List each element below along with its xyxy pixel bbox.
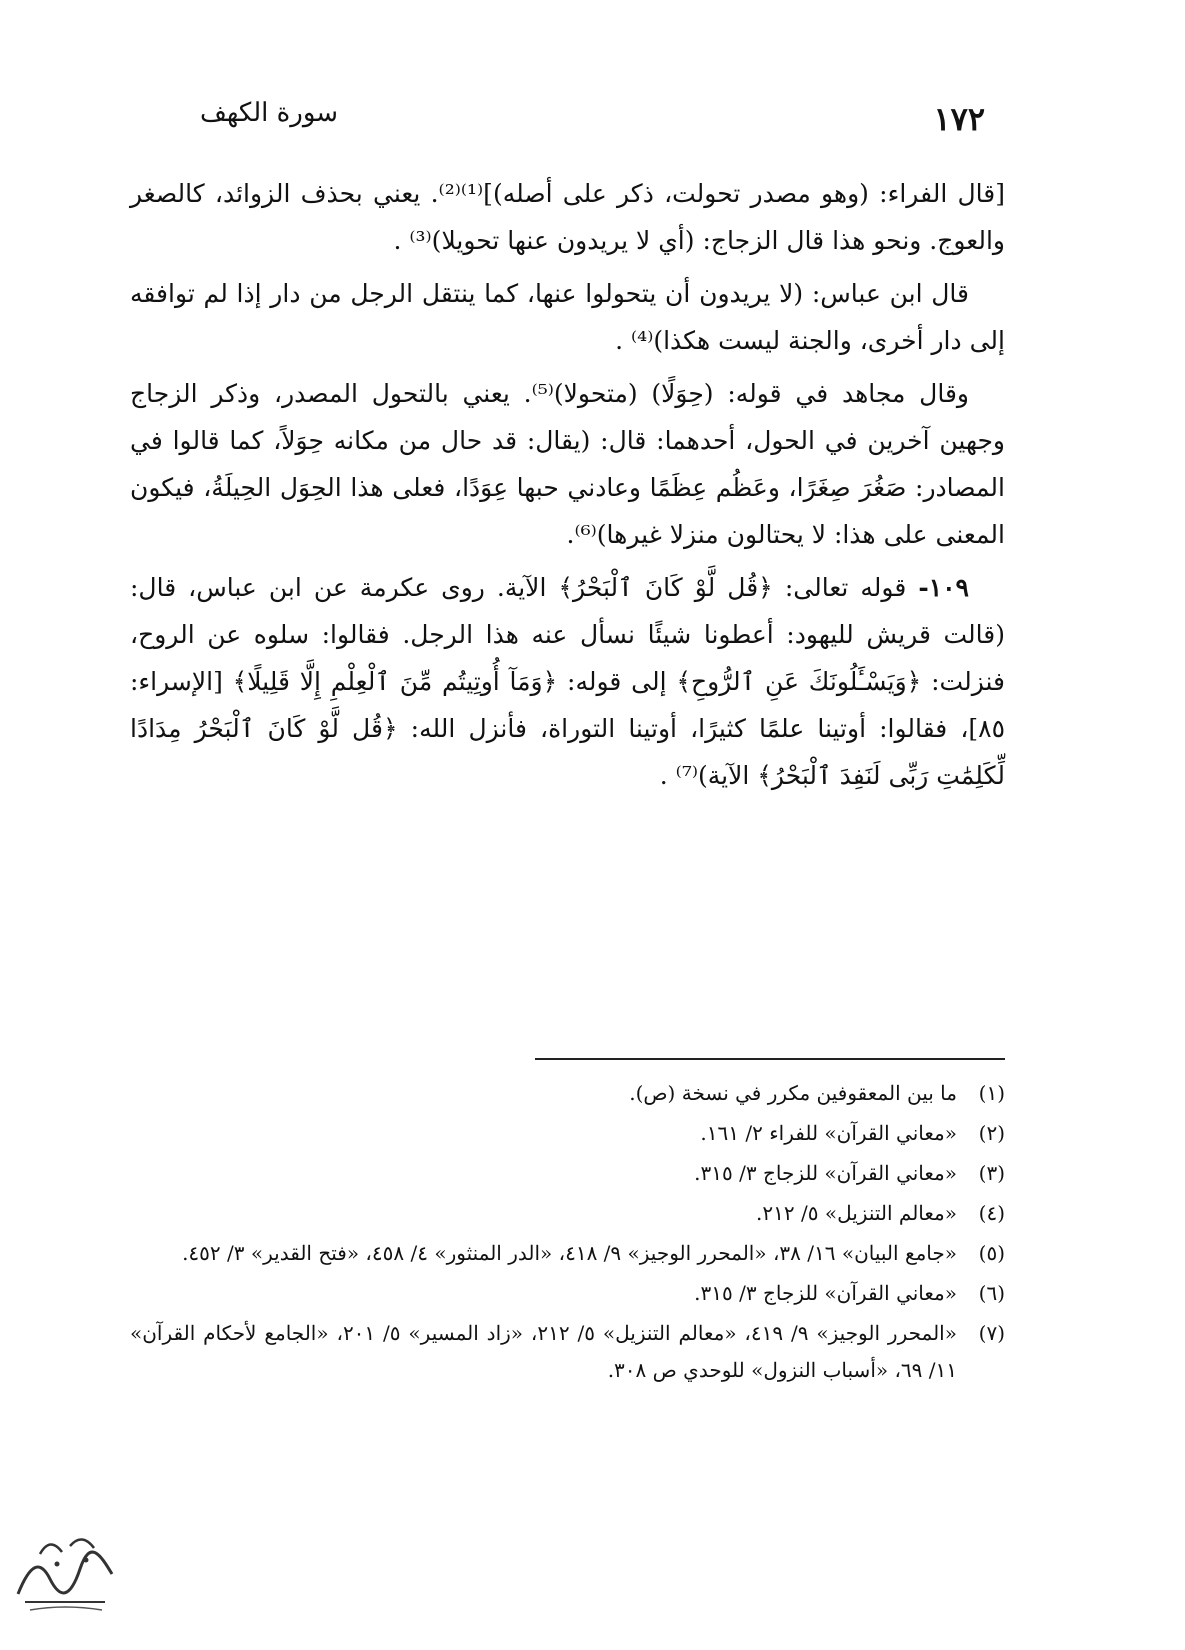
- page-number: ١٧٢: [933, 100, 985, 138]
- footnote-text: «جامع البيان» ١٦/ ٣٨، «المحرر الوجيز» ٩/ ٤١٨، «الدر المنثور» ٤/ ٤٥٨، «فتح القدير» ٣/ ٤٥٢.: [182, 1241, 957, 1265]
- surah-title: سورة الكهف: [200, 98, 339, 128]
- paragraph-1: [قال الفراء: (وهو مصدر تحولت، ذكر على أصله)]⁽¹⁾⁽²⁾. يعني بحذف الزوائد، كالصغر والعوج. ونحو هذا قال الزجاج: (أي لا يريدون عنها تحويلا)⁽³⁾ .: [130, 179, 1005, 255]
- paragraph-4: [130, 564, 1005, 799]
- footnote-text: «المحرر الوجيز» ٩/ ٤١٩، «معالم التنزيل» ٥/ ٢١٢، «زاد المسير» ٥/ ٢٠١، «الجامع لأحكام القرآن» ١١/ ٦٩، «أسباب النزول» للوحدي ص ٣٠٨.: [130, 1321, 957, 1382]
- footnote-number: (٤): [978, 1201, 1005, 1225]
- paragraph-4-text: قوله تعالى: ﴿قُل لَّوْ كَانَ ٱلْبَحْرُ﴾ الآية. روى عكرمة عن ابن عباس، قال: (قالت قريش لليهود: أعطونا شيئًا نسأل عنه هذا الرجل. فقالوا: سلوه عن الروح، فنزلت: ﴿وَيَسْـَٔلُونَكَ عَنِ ٱلرُّوحِ﴾ إلى قوله: ﴿وَمَآ أُوتِيتُم مِّنَ ٱلْعِلْمِ إِلَّا قَلِيلًا﴾ [الإسراء: ٨٥]، فقالوا: أوتينا علمًا كثيرًا، أوتينا التوراة، فأنزل الله: ﴿قُل لَّوْ كَانَ ٱلْبَحْرُ مِدَادًا لِّكَلِمَٰتِ رَبِّى لَنَفِدَ ٱلْبَحْرُ﴾ الآية)⁽⁷⁾ .: [130, 573, 1006, 790]
- footnotes: [130, 1075, 1005, 1392]
- footnote-text: «معالم التنزيل» ٥/ ٢١٢.: [756, 1201, 957, 1225]
- footnote-item: [130, 1315, 1005, 1389]
- footnote-number: (١): [978, 1081, 1005, 1105]
- footnote-number: (٥): [978, 1241, 1005, 1265]
- footnote-item: [130, 1075, 1005, 1112]
- paragraph-2: قال ابن عباس: (لا يريدون أن يتحولوا عنها، كما ينتقل الرجل من دار إذا لم توافقه إلى دار أخرى، والجنة ليست هكذا)⁽⁴⁾ .: [130, 279, 1005, 355]
- footnote-number: (٢): [978, 1121, 1005, 1145]
- footnote-number: (٣): [978, 1161, 1005, 1185]
- footnote-text: «معاني القرآن» للزجاج ٣/ ٣١٥.: [694, 1161, 957, 1185]
- page-header: [200, 90, 985, 140]
- footnote-item: [130, 1235, 1005, 1272]
- footnote-text: ما بين المعقوفين مكرر في نسخة (ص).: [629, 1081, 957, 1105]
- footnote-item: [130, 1155, 1005, 1192]
- footnote-text: «معاني القرآن» للفراء ٢/ ١٦١.: [700, 1121, 957, 1145]
- footnote-item: [130, 1275, 1005, 1312]
- footnote-item: [130, 1195, 1005, 1232]
- verse-number: ١٠٩-: [918, 573, 969, 602]
- paragraph-3: وقال مجاهد في قوله: (حِوَلًا) (متحولا)⁽⁵⁾. يعني بالتحول المصدر، وذكر الزجاج وجهين آخرين في الحول، أحدهما: قال: (يقال: قد حال من مكانه حِوَلاً، كما قالوا في المصادر: صَغُرَ صِغَرًا، وعَظُم عِظَمًا وعادني حبها عِوَدًا، فعلى هذا الحِوَل الحِيلَةُ، فيكون المعنى على هذا: لا يحتالون منزلا غيرها)⁽⁶⁾.: [130, 379, 1005, 549]
- footnote-item: [130, 1115, 1005, 1152]
- main-text: [130, 170, 1005, 799]
- footnote-text: «معاني القرآن» للزجاج ٣/ ٣١٥.: [694, 1281, 957, 1305]
- footnote-divider: [535, 1058, 1005, 1060]
- footnote-number: (٧): [978, 1321, 1005, 1345]
- watermark-logo: [10, 1524, 120, 1616]
- footnote-number: (٦): [978, 1281, 1005, 1305]
